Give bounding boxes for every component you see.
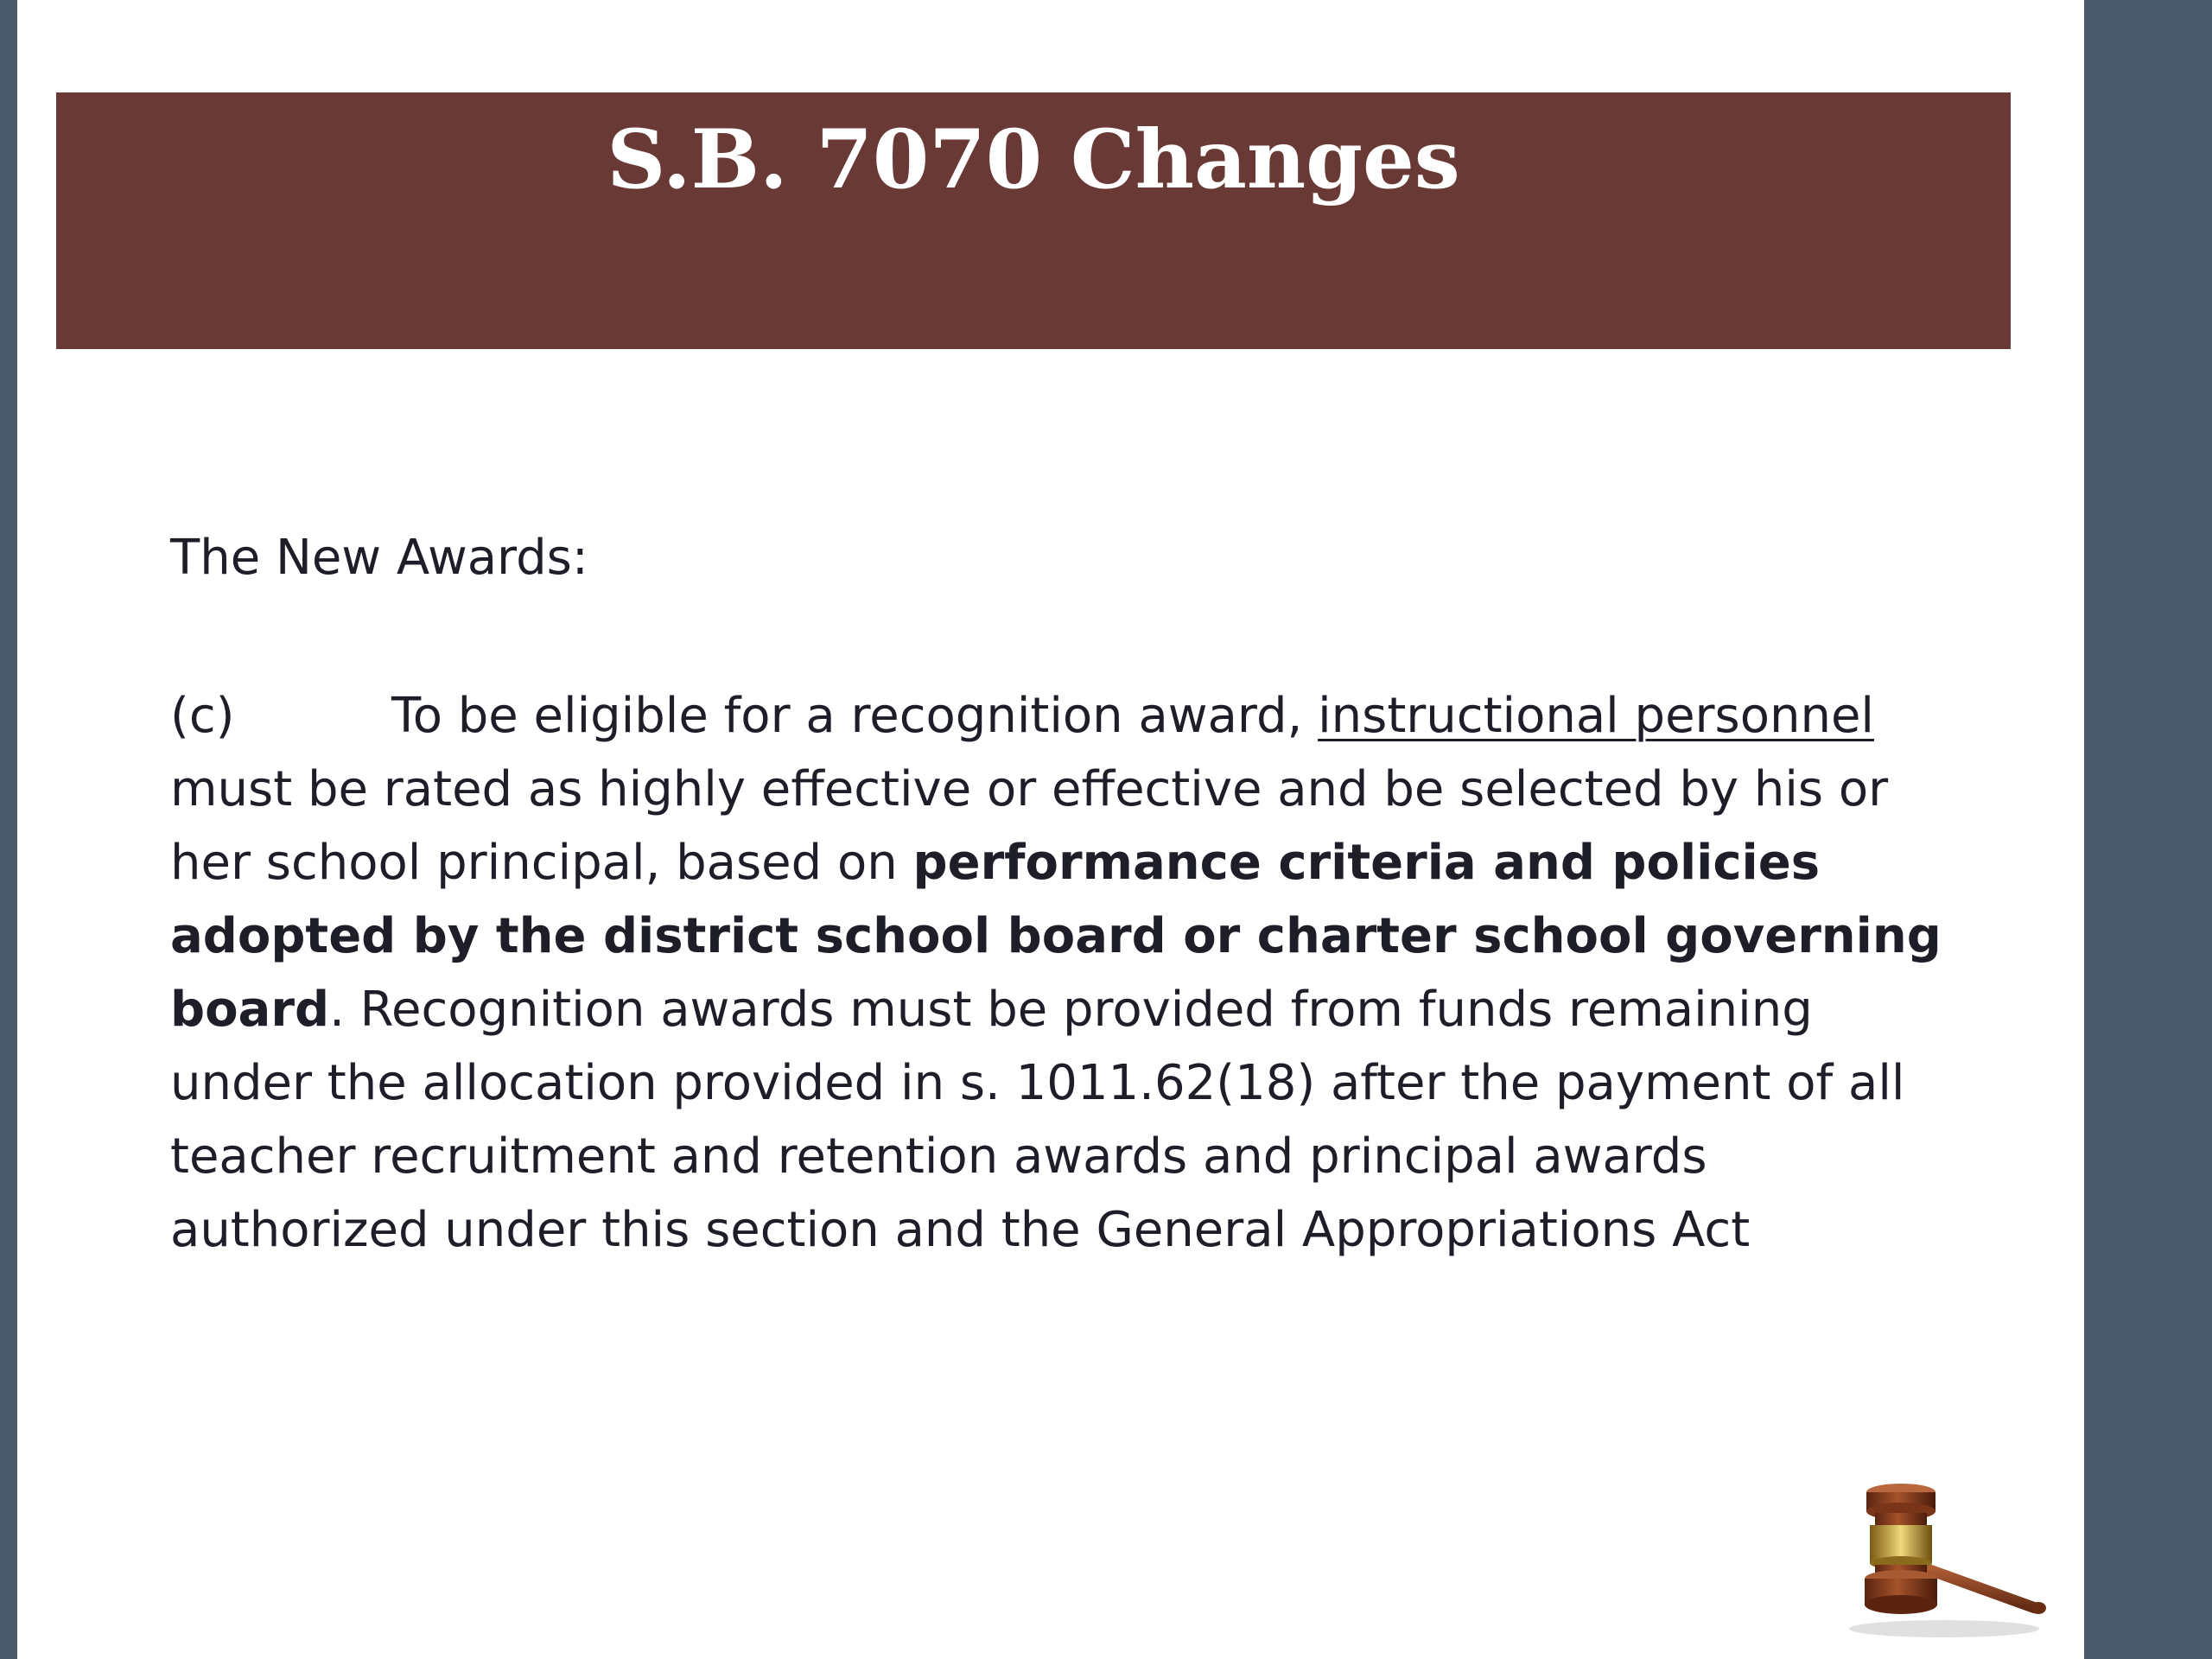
paragraph-line-4: adopted by the district school board or charter school governing bbox=[170, 908, 1942, 964]
line5-text: . Recognition awards must be provided from funds remaining bbox=[329, 982, 1813, 1038]
paragraph-marker: (c) bbox=[170, 688, 235, 744]
paragraph-line-1 bbox=[170, 679, 2071, 753]
bold-phrase-2: board bbox=[170, 982, 330, 1038]
title-bar bbox=[56, 92, 2011, 349]
award-paragraph bbox=[170, 679, 2071, 1267]
paragraph-line-3 bbox=[170, 826, 2071, 899]
paragraph-line-2: must be rated as highly effective or effective and be selected by his or bbox=[170, 761, 1889, 817]
slide bbox=[17, 0, 2084, 1659]
paragraph-line-7: teacher recruitment and retention awards and principal awards bbox=[170, 1128, 1707, 1185]
line1-text: To be eligible for a recognition award, bbox=[391, 688, 1319, 744]
paragraph-line-8: authorized under this section and the General Appropriations Act bbox=[170, 1202, 1751, 1258]
underlined-term: instructional personnel bbox=[1318, 688, 1874, 744]
bold-phrase-1: performance criteria and policies bbox=[912, 835, 1821, 891]
paragraph-line-6: under the allocation provided in s. 1011.62(18) after the payment of all bbox=[170, 1055, 1905, 1111]
line3-text: her school principal, based on bbox=[170, 835, 913, 891]
paragraph-line-5 bbox=[170, 973, 2071, 1046]
gavel-icon bbox=[1840, 1482, 2056, 1646]
slide-title: S.B. 7070 Changes bbox=[607, 112, 1460, 207]
subheading: The New Awards: bbox=[170, 530, 588, 586]
